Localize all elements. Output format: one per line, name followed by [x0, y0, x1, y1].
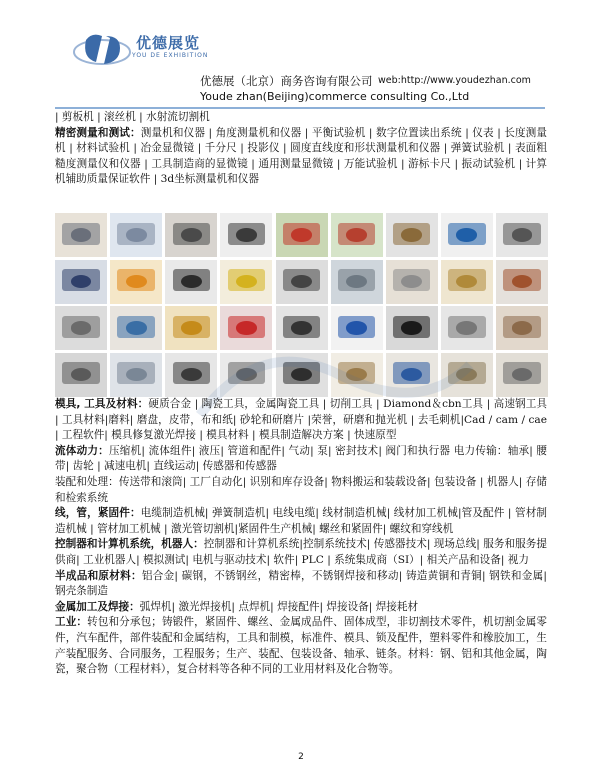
product-photo-21	[165, 306, 217, 350]
website-address: web:http://www.youdezhan.com	[378, 75, 531, 86]
product-photo-2	[110, 213, 162, 257]
product-photo-16	[386, 260, 438, 304]
paragraph-heading: 线，管，紧固件：	[55, 507, 141, 520]
image-row	[55, 213, 548, 257]
exhibit-categories-top	[55, 110, 547, 188]
product-photo-13	[220, 260, 272, 304]
paragraph-text: | 剪板机 | 滚丝机 | 水射流切割机	[55, 111, 210, 123]
logo-chinese-name: 优德展览	[136, 34, 201, 52]
product-photo-22	[220, 306, 272, 350]
product-photo-23	[276, 306, 328, 350]
letterhead	[0, 0, 602, 108]
paragraph-heading: 工业：	[55, 616, 88, 629]
product-photo-5	[276, 213, 328, 257]
logo-english-name: YOU DE EXHIBITION	[132, 52, 209, 59]
paragraph-text: 测量机和仪器 | 角度测量机和仪器 | 平衡试验机 | 数字位置读出系统 | 仪表 | 长度测量机 | 材料试验机 | 冶金显微镜 | 千分尺 | 投影仪 | 圆度直线度和形状测量机和仪器 | 弹簧试验机 | 表面粗糙度测量仪和仪器 | 工具制造商的显微镜 | 通用测量显微镜 | 万能试验机 | 游标卡尺 | 振动试验机 | 计算机辅助质量保证软件 | 3d坐标测量机和仪器	[55, 126, 547, 186]
paragraph-heading: 流体动力：	[55, 444, 109, 457]
product-photo-4	[220, 213, 272, 257]
image-row	[55, 260, 548, 304]
product-photo-9	[496, 213, 548, 257]
paragraph	[55, 475, 547, 506]
paragraph	[55, 110, 547, 126]
paragraph-text: 弧焊机| 激光焊接机| 点焊机| 焊接配件| 焊接设备| 焊接耗材	[139, 600, 419, 613]
paragraph	[55, 444, 547, 475]
paragraph	[55, 569, 547, 600]
product-photo-10	[55, 260, 107, 304]
product-photo-27	[496, 306, 548, 350]
paragraph-text: 转包和分承包；铸锻件，紧固件、螺丝、金属成品件、固体成型，非切割技术零件，机切割金属零件，汽车配件，部件装配和金属结构，工具和制模，标准件、模具、锁及配件，塑料零件和橡胶加工，生产装配服务、合同服务，工程服务；生产、装配、包装设备、轴承、链条。材料：钢、铝和其他金属，陶瓷，聚合物（工程材料），复合材料等各种不同的工业用材料及化合物等。	[55, 616, 547, 676]
paragraph-heading: 金属加工及焊接：	[55, 600, 140, 613]
paragraph-heading: 半成品和原材料：	[55, 569, 142, 582]
product-photo-11	[110, 260, 162, 304]
image-row	[55, 306, 548, 350]
paragraph	[55, 397, 547, 444]
product-photo-12	[165, 260, 217, 304]
page-number: 2	[298, 752, 304, 762]
product-photo-6	[331, 213, 383, 257]
paragraph-text: 装配和处理：传送带和滚筒| 工厂自动化| 识别和库存设备| 物料搬运和装载设备| 包装设备 | 机器人| 存储和检索系统	[55, 475, 547, 504]
paragraph-heading: 控制器和计算机系统，机器人：	[55, 538, 204, 551]
product-photo-26	[441, 306, 493, 350]
company-name-english: Youde zhan(Beijing)commerce consulting Co.,Ltd	[200, 90, 470, 103]
paragraph	[55, 600, 547, 616]
company-name-chinese: 优德展（北京）商务咨询有限公司	[200, 74, 373, 88]
product-photo-19	[55, 306, 107, 350]
paragraph	[55, 615, 547, 677]
product-photo-7	[386, 213, 438, 257]
paragraph	[55, 126, 547, 188]
paragraph-text: 铝合金| 碳钢，不锈钢丝，精密棒，不锈钢焊接和移动| 铸造黄铜和青铜| 钢铁和金属| 钢壳条制造	[55, 569, 547, 598]
product-photo-29	[110, 353, 162, 397]
product-photo-1	[55, 213, 107, 257]
product-photo-8	[441, 213, 493, 257]
paragraph	[55, 537, 547, 568]
product-photo-18	[496, 260, 548, 304]
paragraph-text: 压缩机| 流体组件| 液压| 管道和配件| 气动| 泵| 密封技术| 阀门和执行器 电力传输：轴承| 腰带| 齿轮 | 减速电机| 直线运动| 传感器和传感器	[55, 444, 548, 473]
product-photo-20	[110, 306, 162, 350]
product-photo-24	[331, 306, 383, 350]
paragraph-text: 控制器和计算机系统|控制系统技术| 传感器技术| 现场总线| 服务和服务提供商| 工业机器人| 模拟测试| 电机与驱动技术| 软件| PLC | 系统集成商（SI）| 相关产品和设备| 视力	[55, 538, 547, 566]
product-photo-25	[386, 306, 438, 350]
product-photo-15	[331, 260, 383, 304]
product-photo-3	[165, 213, 217, 257]
header-divider	[55, 107, 545, 109]
product-photo-14	[276, 260, 328, 304]
product-photo-17	[441, 260, 493, 304]
product-photo-28	[55, 353, 107, 397]
paragraph-text: 硬质合金 | 陶瓷工具，金属陶瓷工具 | 切削工具 | Diamond＆cbn工具 | 高速钢工具 | 工具材料|磨料| 磨盘，皮带，布和纸| 砂轮和研磨片 |荣誉，研磨和抛光机 | 去毛刺机|Cad / cam / cae | 工程软件| 模具修复激光焊接 | 模具材料 | 模具制造解决方案 | 快速原型	[55, 398, 547, 442]
paragraph-heading: 模具, 工具及材料：	[55, 398, 149, 410]
paragraph-heading: 精密测量和测试：	[55, 126, 141, 139]
company-logo-icon	[72, 30, 132, 72]
paragraph	[55, 506, 547, 537]
exhibit-categories-bottom	[55, 397, 547, 678]
product-photo-36	[496, 353, 548, 397]
paragraph-text: 电缆制造机械| 弹簧制造机| 电线电缆| 线材制造机械| 线材加工机械|管及配件 | 管材制造机械 | 管材加工机械 | 激光管切割机|紧固件生产机械| 螺丝和紧固件| 螺纹和穿线机	[55, 507, 547, 535]
